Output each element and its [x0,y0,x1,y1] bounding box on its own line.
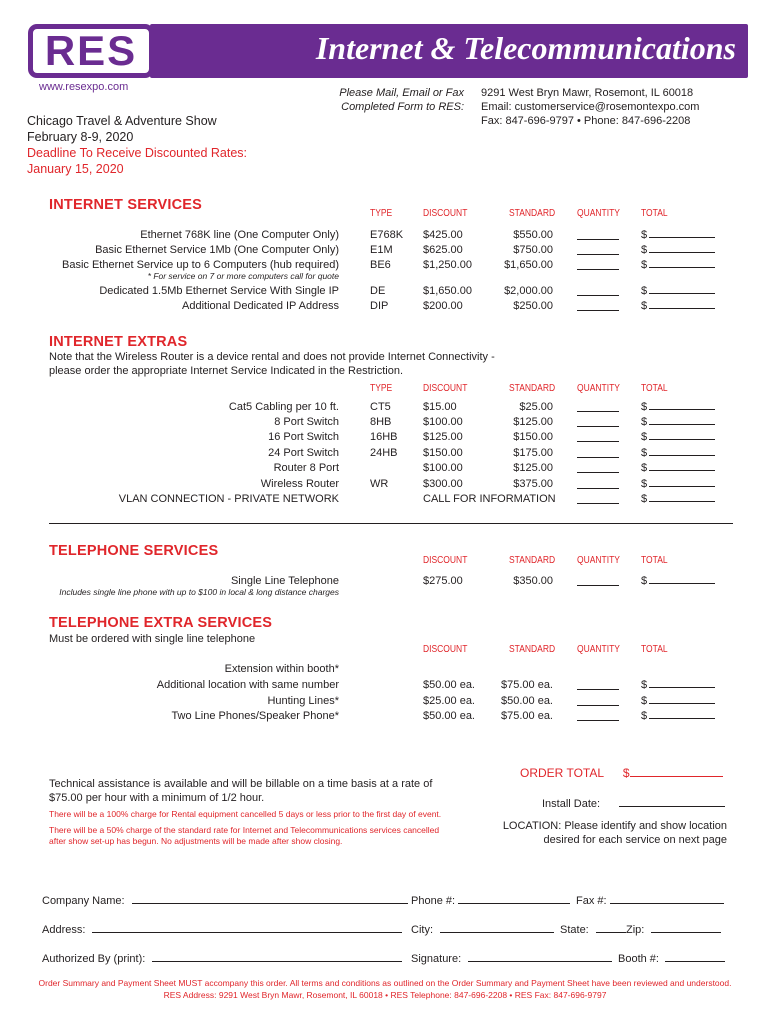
company-name-field[interactable] [42,893,408,908]
title-banner [150,24,748,78]
col-total: TOTAL [641,208,668,219]
col-total: TOTAL [641,555,668,566]
contact-address: 9291 West Bryn Mawr, Rosemont, IL 60018 [481,87,694,99]
col-type: TYPE [370,208,393,219]
deadline-label: Deadline To Receive Discounted Rates: [27,146,248,160]
cancel-note-line-3: after show set-up has begun. No adjustments will be made after show closing. [49,836,343,846]
row-discount: $150.00 [423,447,463,459]
total-field[interactable] [641,430,715,445]
city-field[interactable] [411,922,554,937]
quantity-field[interactable] [577,461,619,473]
total-field[interactable] [641,228,715,243]
row-type: 16HB [370,431,398,443]
col-quantity: QUANTITY [577,383,620,394]
row-discount: $200.00 [423,300,463,312]
dollar-sign: $ [641,401,648,413]
cancel-note-line-2: There will be a 50% charge of the standard rate for Internet and Telecommunications services cancelled [49,825,440,835]
zip-input[interactable] [651,922,721,933]
table-row [0,243,770,258]
tech-assistance-note [49,777,432,805]
cancel-note-1: There will be a 100% charge for Rental equipment cancelled 5 days or less prior to the first day of event. [49,809,442,819]
mail-note-line-2: Completed Form to RES: [341,101,464,113]
fax-label: Fax #: [576,895,607,907]
disclaimer-line-2: RES Address: 9291 West Bryn Mawr, Rosemont, IL 60018 • RES Telephone: 847-696-2208 • RES Fax: 847-696-9797 [163,990,607,1000]
row-discount: $15.00 [423,401,457,413]
row-type: DE [370,285,386,297]
dollar-sign: $ [641,447,648,459]
location-note-line-2: desired for each service on next page [543,834,727,846]
booth-label: Booth #: [618,953,659,965]
row-discount: $275.00 [423,575,463,587]
total-field[interactable] [641,446,715,461]
total-field[interactable] [641,694,715,709]
row-discount: $125.00 [423,431,463,443]
table-row [0,258,770,273]
row-standard: $175.00 [513,447,553,459]
row-type: CT5 [370,401,391,413]
row-discount: $1,650.00 [423,285,472,297]
row-standard: $75.00 ea. [501,710,553,722]
state-input[interactable] [596,922,626,933]
cancel-note-2 [49,825,439,847]
table-row [0,446,770,461]
col-standard: STANDARD [509,555,556,566]
row-desc: Cat5 Cabling per 10 ft. [228,401,339,413]
page-title: Internet & Telecommunications [315,30,736,66]
section-telephone-extras: TELEPHONE EXTRA SERVICES [49,615,273,631]
address-input[interactable] [92,922,402,933]
row-discount: $425.00 [423,229,463,241]
order-total-field[interactable] [630,766,723,777]
booth-field[interactable] [618,951,725,966]
quantity-field[interactable] [577,446,619,458]
dollar-sign: $ [641,416,648,428]
row-desc: Hunting Lines* [267,695,339,707]
extras-note [49,350,495,378]
dollar-sign: $ [641,229,648,241]
bottom-disclaimer [0,977,770,1001]
state-label: State: [560,924,589,936]
mail-note-line-1: Please Mail, Email or Fax [339,87,464,99]
telephone-note: Includes single line phone with up to $100 in local & long distance charges [59,587,339,597]
row-standard: $750.00 [513,244,553,256]
tech-note-line-2: $75.00 per hour with a minimum of 1/2 hour. [49,792,265,804]
row-desc: Single Line Telephone [230,575,339,587]
dollar-sign: $ [641,259,648,271]
col-total: TOTAL [641,383,668,394]
row-standard: $550.00 [513,229,553,241]
row-discount: $50.00 ea. [423,710,475,722]
disclaimer-line-1: Order Summary and Payment Sheet MUST accompany this order. All terms and conditions as outlined on the Order Summary and Payment Sheet have been reviewed and understood. [38,978,732,988]
row-desc: Additional Dedicated IP Address [182,300,339,312]
row-type: E768K [370,229,404,241]
location-note [500,819,727,847]
dollar-sign: $ [641,244,648,256]
signature-label: Signature: [411,953,462,965]
table-row [0,694,770,709]
table-row [0,477,770,492]
row-standard: $1,650.00 [504,259,553,271]
section-internet-services: INTERNET SERVICES [49,197,202,213]
dollar-sign: $ [641,285,648,297]
res-logo [28,24,154,78]
quantity-field[interactable] [577,228,619,240]
row-standard: $125.00 [513,462,553,474]
row-standard: $2,000.00 [504,285,553,297]
quantity-field[interactable] [577,709,619,721]
row-type: WR [370,478,389,490]
dollar-sign: $ [641,493,648,505]
row-type: E1M [370,244,393,256]
table-row [0,284,770,299]
total-field[interactable] [641,258,715,273]
section-divider [49,523,733,524]
zip-label: Zip: [626,924,645,936]
dollar-sign: $ [641,462,648,474]
table-row [0,461,770,476]
state-field[interactable] [560,922,626,937]
total-field[interactable] [641,284,715,299]
dollar-sign: $ [641,575,648,587]
city-label: City: [411,924,433,936]
row-discount: CALL FOR INFORMATION [423,493,556,505]
row-discount: $25.00 ea. [423,695,475,707]
row-desc: 8 Port Switch [274,416,339,428]
table-row [0,662,770,677]
col-discount: DISCOUNT [423,208,468,219]
row-type: 8HB [370,416,392,428]
total-field[interactable] [641,492,715,507]
total-field[interactable] [641,678,715,693]
quantity-field[interactable] [577,258,619,270]
column-headers [0,644,770,658]
extras-note-line-1: Note that the Wireless Router is a device rental and does not provide Internet Connectivity - [49,351,495,363]
row-desc: Additional location with same number [156,679,339,691]
telephone-extras-note: Must be ordered with single line telephone [49,633,256,645]
table-row [0,415,770,430]
total-field[interactable] [641,709,715,724]
column-headers [0,555,770,569]
authorized-by-input[interactable] [152,951,402,962]
row-desc: Router 8 Port [273,462,339,474]
column-headers [0,208,770,222]
row-desc: VLAN CONNECTION - PRIVATE NETWORK [118,493,339,505]
row-desc: Ethernet 768K line (One Computer Only) [140,229,339,241]
phone-field[interactable] [411,893,570,908]
row-standard: $25.00 [519,401,553,413]
row-type: 24HB [370,447,398,459]
section-telephone-services: TELEPHONE SERVICES [49,543,219,559]
quantity-field[interactable] [577,492,619,504]
address-field[interactable] [42,922,402,937]
signature-field[interactable] [411,951,612,966]
company-name-label: Company Name: [42,895,125,907]
dollar-sign: $ [641,695,648,707]
section-internet-extras: INTERNET EXTRAS [49,334,188,350]
booth-input[interactable] [665,951,725,962]
col-standard: STANDARD [509,208,556,219]
quantity-field[interactable] [577,694,619,706]
dollar-sign: $ [641,478,648,490]
row-standard: $150.00 [513,431,553,443]
row-standard: $75.00 ea. [501,679,553,691]
table-row [0,709,770,724]
total-field[interactable] [641,477,715,492]
table-row [0,678,770,693]
row-desc: Dedicated 1.5Mb Ethernet Service With Single IP [99,285,339,297]
row-discount: $300.00 [423,478,463,490]
dollar-sign: $ [641,710,648,722]
row-discount: $1,250.00 [423,259,472,271]
total-field[interactable] [641,415,715,430]
show-dates: February 8-9, 2020 [27,130,134,144]
tech-note-line-1: Technical assistance is available and will be billable on a time basis at a rate of [49,778,433,790]
row-discount: $100.00 [423,462,463,474]
row-desc: Two Line Phones/Speaker Phone* [171,710,339,722]
row-type: DIP [370,300,389,312]
row-standard: $125.00 [513,416,553,428]
website-link[interactable]: www.resexpo.com [39,81,129,93]
zip-field[interactable] [626,922,721,937]
order-total-dollar: $ [622,766,630,780]
total-field[interactable] [641,461,715,476]
authorized-by-field[interactable] [42,951,402,966]
address-label: Address: [42,924,86,936]
order-total-label: ORDER TOTAL [520,766,604,780]
table-row [0,299,770,314]
city-input[interactable] [440,922,554,933]
dollar-sign: $ [641,431,648,443]
table-row [0,400,770,415]
order-total[interactable] [520,766,723,781]
quantity-field[interactable] [577,400,619,412]
mail-note [300,86,464,114]
row-standard: $250.00 [513,300,553,312]
phone-label: Phone #: [411,895,456,907]
row-discount: $50.00 ea. [423,679,475,691]
quantity-field[interactable] [577,477,619,489]
row-standard: $50.00 ea. [501,695,553,707]
dollar-sign: $ [641,300,648,312]
row-standard: $375.00 [513,478,553,490]
quantity-field[interactable] [577,678,619,690]
hub-note: * For service on 7 or more computers call for quote [147,271,339,281]
quantity-field[interactable] [577,284,619,296]
install-date-field[interactable] [619,796,725,807]
col-standard: STANDARD [509,383,556,394]
total-field[interactable] [641,299,715,314]
quantity-field[interactable] [577,430,619,442]
row-type: BE6 [370,259,391,271]
row-desc: Basic Ethernet Service up to 6 Computers (hub required) [62,259,339,271]
fax-field[interactable] [576,893,724,908]
contact-fax-phone: Fax: 847-696-9797 • Phone: 847-696-2208 [481,115,691,127]
show-info [27,113,247,177]
deadline-date: January 15, 2020 [27,162,124,176]
col-discount: DISCOUNT [423,383,468,394]
company-name-input[interactable] [132,893,408,904]
dollar-sign: $ [641,679,648,691]
quantity-field[interactable] [577,574,619,586]
row-desc: Extension within booth* [224,663,339,675]
total-field[interactable] [641,574,715,589]
row-desc: Basic Ethernet Service 1Mb (One Computer Only) [95,244,339,256]
col-standard: STANDARD [509,644,556,655]
row-desc: 16 Port Switch [268,431,339,443]
install-date[interactable] [542,796,725,811]
col-discount: DISCOUNT [423,644,468,655]
signature-input[interactable] [468,951,612,962]
row-standard: $350.00 [513,575,553,587]
col-discount: DISCOUNT [423,555,468,566]
table-row [0,492,770,507]
location-note-line-1: LOCATION: Please identify and show location [502,820,727,832]
col-quantity: QUANTITY [577,555,620,566]
contact-block [481,86,699,128]
contact-email: Email: customerservice@rosemontexpo.com [481,101,700,113]
logo-text: RES [44,27,138,74]
table-row [0,228,770,243]
install-date-label: Install Date: [542,798,601,810]
quantity-field[interactable] [577,243,619,255]
row-desc: Wireless Router [260,478,339,490]
total-field[interactable] [641,243,715,258]
row-discount: $625.00 [423,244,463,256]
fax-input[interactable] [610,893,724,904]
col-quantity: QUANTITY [577,644,620,655]
authorized-by-label: Authorized By (print): [42,953,146,965]
row-discount: $100.00 [423,416,463,428]
extras-note-line-2: please order the appropriate Internet Service Indicated in the Restriction. [49,365,404,377]
col-total: TOTAL [641,644,668,655]
table-row [0,430,770,445]
quantity-field[interactable] [577,415,619,427]
column-headers [0,383,770,397]
row-desc: 24 Port Switch [268,447,339,459]
col-type: TYPE [370,383,393,394]
col-quantity: QUANTITY [577,208,620,219]
total-field[interactable] [641,400,715,415]
phone-input[interactable] [458,893,570,904]
show-name: Chicago Travel & Adventure Show [27,114,217,128]
quantity-field[interactable] [577,299,619,311]
